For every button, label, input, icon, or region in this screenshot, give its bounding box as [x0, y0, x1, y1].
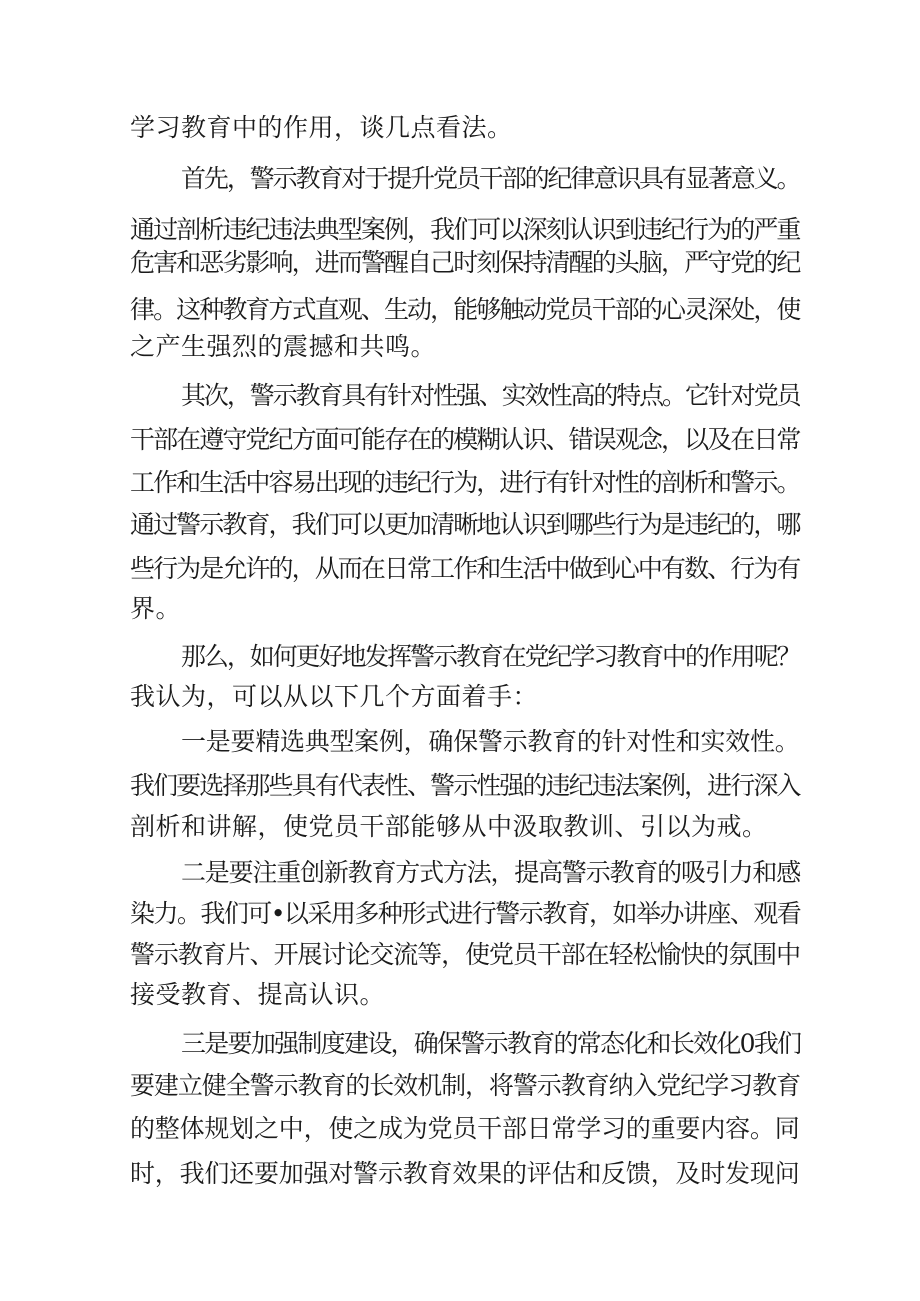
- text-line-12: 界。: [130, 594, 182, 623]
- text-line-8: 干部在遵守党纪方面可能存在的模糊认识、错误观念，以及在日常: [130, 425, 800, 454]
- text-line-25: 时，我们还要加强对警示教育效果的评估和反馈，及时发现问: [130, 1159, 800, 1188]
- text-line-5: 律。这种教育方式直观、生动，能够触动党员干部的心灵深处，使: [130, 295, 800, 324]
- text-line-15: 一是要精选典型案例，确保警示教育的针对性和实效性。: [181, 727, 800, 756]
- text-line-14: 我认为，可以从以下几个方面着手：: [130, 682, 539, 711]
- text-line-20: 警示教育片、开展讨论交流等，使党员干部在轻松愉快的氛围中: [130, 940, 801, 969]
- text-line-18: 二是要注重创新教育方式方法，提高警示教育的吸引力和感: [181, 858, 801, 887]
- text-line-9: 工作和生活中容易出现的违纪行为，进行有针对性的剖析和警示。: [130, 468, 800, 497]
- text-line-22: 三是要加强制度建设，确保警示教育的常态化和长效化0我们: [181, 1029, 801, 1058]
- text-line-1: 学习教育中的作用，谈几点看法。: [130, 113, 513, 142]
- text-line-21: 接受教育、提高认识。: [130, 980, 386, 1009]
- text-line-3: 通过剖析违纪违法典型案例，我们可以深刻认识到违纪行为的严重: [130, 215, 800, 244]
- text-line-13: 那么，如何更好地发挥警示教育在党纪学习教育中的作用呢？: [181, 642, 800, 671]
- text-line-24: 的整体规划之中，使之成为党员干部日常学习的重要内容。同: [130, 1114, 800, 1143]
- text-line-2: 首先，警示教育对于提升党员干部的纪律意识具有显著意义。: [181, 164, 800, 193]
- text-line-4: 危害和恶劣影响，进而警醒自己时刻保持清醒的头脑，严守党的纪: [130, 248, 800, 277]
- text-line-17: 剖析和讲解，使党员干部能够从中汲取教训、引以为戒。: [130, 812, 768, 841]
- text-line-7: 其次，警示教育具有针对性强、实效性高的特点。它针对党员: [181, 381, 800, 410]
- text-line-10: 通过警示教育，我们可以更加清晰地认识到哪些行为是违纪的，哪: [130, 510, 800, 539]
- text-line-16: 我们要选择那些具有代表性、警示性强的违纪违法案例，进行深入: [130, 771, 800, 800]
- text-line-11: 些行为是允许的，从而在日常工作和生活中做到心中有数、行为有: [130, 554, 800, 583]
- text-line-23: 要建立健全警示教育的长效机制，将警示教育纳入党纪学习教育: [130, 1071, 801, 1100]
- text-line-19: 染力。我们可•以采用多种形式进行警示教育，如举办讲座、观看: [130, 899, 801, 928]
- text-line-6: 之产生强烈的震撼和共鸣。: [130, 332, 437, 361]
